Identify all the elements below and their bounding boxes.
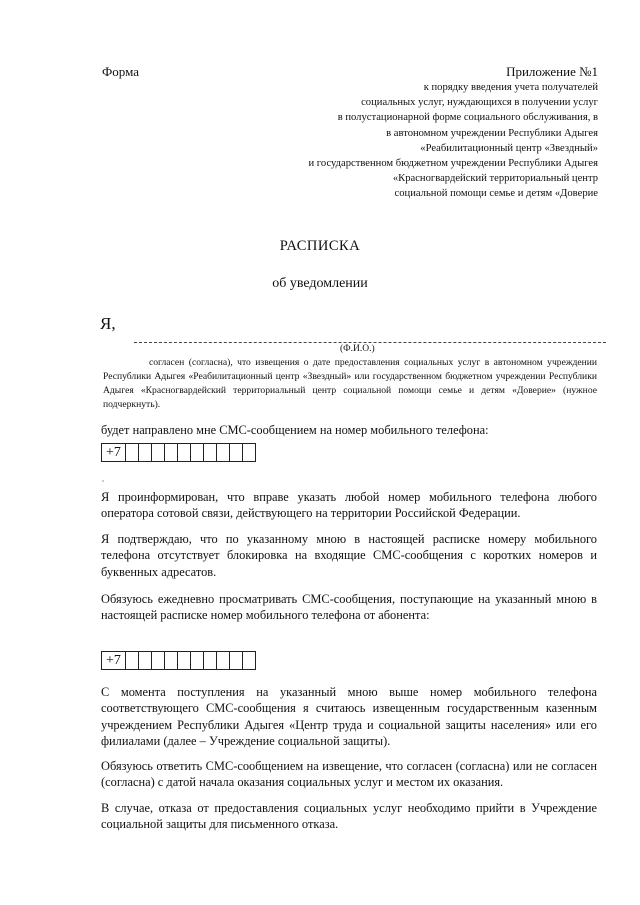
- phone-digit-cell[interactable]: [178, 652, 191, 669]
- refusal-paragraph: В случае, отказа от предоставления социальных услуг необходимо прийти в Учреждение социальной защиты для письменного отказа.: [101, 801, 597, 832]
- phone-digit-cell[interactable]: [139, 444, 152, 461]
- phone-prefix: +7: [102, 652, 126, 669]
- phone-digit-cell[interactable]: [191, 652, 204, 669]
- appendix-line: «Красногвардейский территориальный центр: [392, 173, 598, 185]
- phone-digit-cell[interactable]: [126, 652, 139, 669]
- daily-check-paragraph: Обязуюсь ежедневно просматривать СМС-сообщения, поступающие на указанный мною в настоящей расписке номер мобильного телефона от абонента:: [101, 592, 597, 623]
- appendix-line: к порядку введения учета получателей: [423, 82, 598, 93]
- phone-digit-cell[interactable]: [126, 444, 139, 461]
- appendix-header: [238, 64, 598, 202]
- document-subtitle: об уведомлении: [272, 276, 368, 291]
- phone-digit-cell[interactable]: [178, 444, 191, 461]
- phone-prefix: +7: [102, 444, 126, 461]
- fio-caption: (Ф.И.О.): [340, 344, 375, 354]
- ya-label: Я,: [100, 314, 116, 333]
- phone-digit-cell[interactable]: [243, 444, 255, 461]
- sms-intro: будет направлено мне СМС-сообщением на номер мобильного телефона:: [101, 423, 489, 437]
- form-label: Форма: [102, 64, 139, 79]
- phone-digit-cell[interactable]: [204, 444, 217, 461]
- informed-paragraph: Я проинформирован, что вправе указать любой номер мобильного телефона любого оператора сотовой связи, действующего на территории Российской Федерации.: [101, 490, 597, 521]
- phone-digit-cell[interactable]: [230, 652, 243, 669]
- appendix-line: «Реабилитационный центр «Звездный»: [420, 142, 598, 154]
- phone-digit-cell[interactable]: [191, 444, 204, 461]
- phone-digit-cell[interactable]: [139, 652, 152, 669]
- document-title: РАСПИСКА: [279, 238, 361, 254]
- scan-speck: [102, 480, 104, 482]
- phone-digit-cell[interactable]: [165, 444, 178, 461]
- phone-digit-cell[interactable]: [217, 652, 230, 669]
- appendix-title: Приложение №1: [506, 64, 598, 79]
- phone-number-field-1[interactable]: [101, 443, 256, 462]
- phone-digit-cell[interactable]: [152, 652, 165, 669]
- reply-paragraph: Обязуюсь ответить СМС-сообщением на извещение, что согласен (согласна) или не согласен (согласна) с датой начала оказания социальных услуг и местом их оказания.: [101, 759, 597, 790]
- phone-digit-cell[interactable]: [217, 444, 230, 461]
- appendix-line: социальной помощи семье и детям «Доверие: [394, 188, 598, 200]
- phone-digit-cell[interactable]: [152, 444, 165, 461]
- phone-digit-cell[interactable]: [204, 652, 217, 669]
- appendix-line: социальных услуг, нуждающихся в получении услуг: [361, 97, 598, 109]
- fio-input-line[interactable]: [134, 342, 606, 343]
- appendix-line: в автономном учреждении Республики Адыгея: [386, 127, 598, 139]
- appendix-line: в полустационарной форме социального обслуживания, в: [337, 112, 598, 124]
- appendix-line: и государственном бюджетном учреждении Республики Адыгея: [308, 158, 598, 170]
- phone-digit-cell[interactable]: [165, 652, 178, 669]
- phone-digit-cell[interactable]: [243, 652, 255, 669]
- consent-paragraph: согласен (согласна), что извещения о дате предоставления социальных услуг в автономном учреждении Республики Адыгея «Реабилитационный центр «Звездный» или государственном бюджетном учреждении Республики Адыгея «Красногвардейский территориальный центр социальной помощи семье и детям «Доверие» (нужное подчеркнуть).: [103, 357, 597, 410]
- notified-paragraph: С момента поступления на указанный мною выше номер мобильного телефона соответствующего СМС-сообщения я считаюсь извещенным государственным казенным учреждением Республики Адыгея «Центр труда и социальной защиты населения» или его филиалами (далее – Учреждение социальной защиты).: [101, 685, 597, 749]
- confirm-paragraph: Я подтверждаю, что по указанному мною в настоящей расписке номеру мобильного телефона отсутствует блокировка на входящие СМС-сообщения с коротких номеров и буквенных адресатов.: [101, 532, 597, 579]
- phone-digit-cell[interactable]: [230, 444, 243, 461]
- phone-number-field-2[interactable]: [101, 651, 256, 670]
